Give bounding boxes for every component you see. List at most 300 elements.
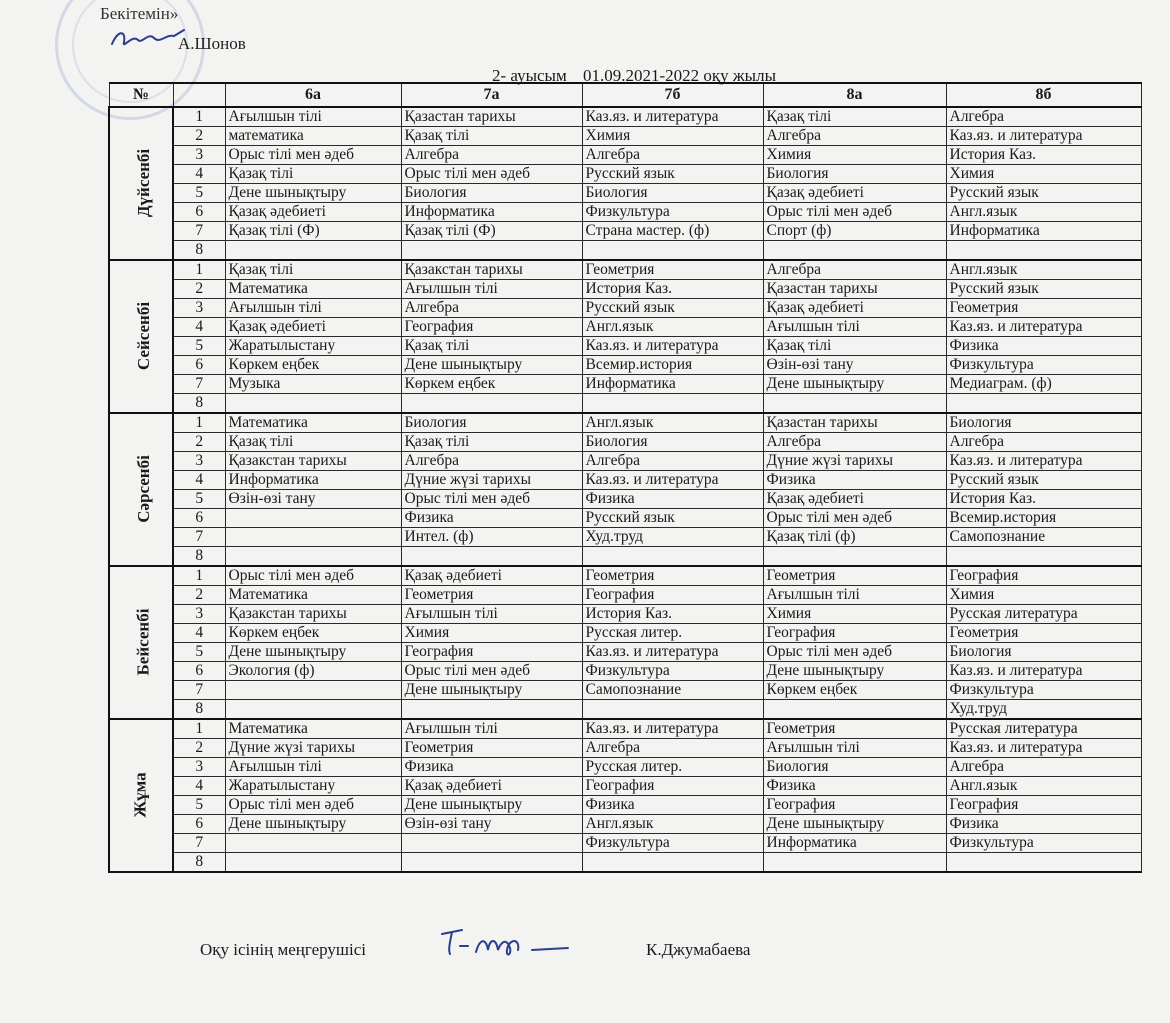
subject-cell-8b: Каз.яз. и литература bbox=[946, 452, 1141, 471]
subject-cell-8b bbox=[946, 394, 1141, 414]
subject-cell-8a: География bbox=[763, 624, 946, 643]
subject-cell-8a: Қазақ әдебиеті bbox=[763, 299, 946, 318]
lesson-number: 4 bbox=[173, 777, 225, 796]
subject-cell-8b: Каз.яз. и литература bbox=[946, 127, 1141, 146]
subject-cell-7b: Каз.яз. и литература bbox=[582, 643, 763, 662]
lesson-number: 2 bbox=[173, 127, 225, 146]
subject-cell-6a: Ағылшын тілі bbox=[225, 299, 401, 318]
lesson-row bbox=[109, 662, 1141, 681]
subject-cell-7a bbox=[401, 834, 582, 853]
footer-name: К.Джумабаева bbox=[646, 940, 751, 959]
column-header-8b: 8б bbox=[946, 83, 1141, 107]
schedule-table bbox=[108, 82, 1142, 873]
subject-cell-8a: Химия bbox=[763, 605, 946, 624]
subject-cell-7a: Өзін-өзі тану bbox=[401, 815, 582, 834]
subject-cell-6a: Дене шынықтыру bbox=[225, 184, 401, 203]
lesson-number: 3 bbox=[173, 758, 225, 777]
subject-cell-7a: Дене шынықтыру bbox=[401, 796, 582, 815]
subject-cell-7a: Қазастан тарихы bbox=[401, 107, 582, 127]
subject-cell-8b: Физкультура bbox=[946, 681, 1141, 700]
lesson-row bbox=[109, 165, 1141, 184]
subject-cell-8a: Қазақ әдебиеті bbox=[763, 490, 946, 509]
subject-cell-8a: Алгебра bbox=[763, 127, 946, 146]
lesson-number: 1 bbox=[173, 719, 225, 739]
lesson-row bbox=[109, 127, 1141, 146]
subject-cell-6a bbox=[225, 528, 401, 547]
subject-cell-8a: Орыс тілі мен әдеб bbox=[763, 509, 946, 528]
subject-cell-7a: Алгебра bbox=[401, 146, 582, 165]
subject-cell-8b: Химия bbox=[946, 586, 1141, 605]
subject-cell-6a bbox=[225, 681, 401, 700]
lesson-number: 7 bbox=[173, 834, 225, 853]
subject-cell-8b: Каз.яз. и литература bbox=[946, 662, 1141, 681]
lesson-row bbox=[109, 758, 1141, 777]
head-teacher-signature bbox=[436, 924, 576, 964]
subject-cell-8a: Қазастан тарихы bbox=[763, 280, 946, 299]
shift-label: 2- ауысым bbox=[492, 66, 567, 85]
lesson-number: 6 bbox=[173, 203, 225, 222]
lesson-row bbox=[109, 241, 1141, 261]
subject-cell-6a: Информатика bbox=[225, 471, 401, 490]
subject-cell-8b: История Каз. bbox=[946, 146, 1141, 165]
subject-cell-6a: Экология (ф) bbox=[225, 662, 401, 681]
lesson-row bbox=[109, 413, 1141, 433]
subject-cell-6a: Математика bbox=[225, 719, 401, 739]
lesson-row bbox=[109, 337, 1141, 356]
subject-cell-7b: Русский язык bbox=[582, 165, 763, 184]
subject-cell-8a: Ағылшын тілі bbox=[763, 586, 946, 605]
subject-cell-7b: Геометрия bbox=[582, 260, 763, 280]
lesson-number: 6 bbox=[173, 356, 225, 375]
lesson-number: 2 bbox=[173, 433, 225, 452]
lesson-row bbox=[109, 624, 1141, 643]
subject-cell-7a: Қазакстан тарихы bbox=[401, 260, 582, 280]
subject-cell-8a: Ағылшын тілі bbox=[763, 318, 946, 337]
subject-cell-7a: Геометрия bbox=[401, 739, 582, 758]
subject-cell-6a bbox=[225, 509, 401, 528]
subject-cell-8a: Көркем еңбек bbox=[763, 681, 946, 700]
subject-cell-6a bbox=[225, 547, 401, 567]
subject-cell-8b: Физика bbox=[946, 337, 1141, 356]
subject-cell-8a: Өзін-өзі тану bbox=[763, 356, 946, 375]
subject-cell-7b: Англ.язык bbox=[582, 815, 763, 834]
subject-cell-6a: математика bbox=[225, 127, 401, 146]
lesson-number: 1 bbox=[173, 566, 225, 586]
subject-cell-7a bbox=[401, 241, 582, 261]
subject-cell-8a: Спорт (ф) bbox=[763, 222, 946, 241]
subject-cell-7b: История Каз. bbox=[582, 605, 763, 624]
subject-cell-8b: Русский язык bbox=[946, 471, 1141, 490]
subject-cell-7a: Интел. (ф) bbox=[401, 528, 582, 547]
subject-cell-7b: Информатика bbox=[582, 375, 763, 394]
subject-cell-8b: Биология bbox=[946, 643, 1141, 662]
lesson-number: 8 bbox=[173, 241, 225, 261]
subject-cell-7a: Қазақ тілі (Ф) bbox=[401, 222, 582, 241]
lesson-row bbox=[109, 356, 1141, 375]
subject-cell-8b: Алгебра bbox=[946, 433, 1141, 452]
subject-cell-6a: Жаратылыстану bbox=[225, 777, 401, 796]
subject-cell-7b bbox=[582, 394, 763, 414]
lesson-row bbox=[109, 394, 1141, 414]
lesson-row bbox=[109, 452, 1141, 471]
subject-cell-7a: Көркем еңбек bbox=[401, 375, 582, 394]
subject-cell-8a bbox=[763, 394, 946, 414]
table-header-row bbox=[109, 83, 1141, 107]
subject-cell-6a bbox=[225, 700, 401, 720]
subject-cell-8a: Физика bbox=[763, 777, 946, 796]
lesson-row bbox=[109, 586, 1141, 605]
subject-cell-7a bbox=[401, 853, 582, 873]
approval-text: Бекітемін» bbox=[100, 4, 179, 23]
subject-cell-8b: Русский язык bbox=[946, 184, 1141, 203]
subject-cell-8b: Геометрия bbox=[946, 624, 1141, 643]
lesson-number: 8 bbox=[173, 853, 225, 873]
subject-cell-8a: Алгебра bbox=[763, 433, 946, 452]
subject-cell-7b bbox=[582, 241, 763, 261]
lesson-number: 3 bbox=[173, 605, 225, 624]
weekday-label: Сейсенбі bbox=[134, 301, 154, 371]
period-label: 01.09.2021-2022 оқу жылы bbox=[583, 66, 776, 85]
subject-cell-7b: Англ.язык bbox=[582, 413, 763, 433]
subject-cell-8a: Дене шынықтыру bbox=[763, 662, 946, 681]
subject-cell-8a: Биология bbox=[763, 758, 946, 777]
subject-cell-7b: Физика bbox=[582, 796, 763, 815]
lesson-number: 5 bbox=[173, 490, 225, 509]
subject-cell-8a: Геометрия bbox=[763, 566, 946, 586]
subject-cell-6a: Көркем еңбек bbox=[225, 356, 401, 375]
subject-cell-7b: Физика bbox=[582, 490, 763, 509]
lesson-row bbox=[109, 547, 1141, 567]
subject-cell-8b: Физкультура bbox=[946, 834, 1141, 853]
subject-cell-6a: Орыс тілі мен әдеб bbox=[225, 796, 401, 815]
subject-cell-7b bbox=[582, 700, 763, 720]
subject-cell-8a: Геометрия bbox=[763, 719, 946, 739]
lesson-row bbox=[109, 815, 1141, 834]
lesson-row bbox=[109, 796, 1141, 815]
subject-cell-8b: Англ.язык bbox=[946, 777, 1141, 796]
subject-cell-8b: Худ.труд bbox=[946, 700, 1141, 720]
subject-cell-7b: География bbox=[582, 586, 763, 605]
lesson-number: 7 bbox=[173, 681, 225, 700]
lesson-number: 5 bbox=[173, 337, 225, 356]
lesson-number: 1 bbox=[173, 260, 225, 280]
subject-cell-7b: Каз.яз. и литература bbox=[582, 471, 763, 490]
subject-cell-8b: Каз.яз. и литература bbox=[946, 739, 1141, 758]
subject-cell-6a: Дене шынықтыру bbox=[225, 815, 401, 834]
subject-cell-7b bbox=[582, 547, 763, 567]
lesson-row bbox=[109, 681, 1141, 700]
subject-cell-8a: Алгебра bbox=[763, 260, 946, 280]
lesson-row bbox=[109, 107, 1141, 127]
subject-cell-8a: Дүние жүзі тарихы bbox=[763, 452, 946, 471]
director-name: А.Шонов bbox=[178, 34, 246, 53]
subject-cell-8b: Физика bbox=[946, 815, 1141, 834]
subject-cell-6a: Орыс тілі мен әдеб bbox=[225, 146, 401, 165]
subject-cell-6a: Математика bbox=[225, 280, 401, 299]
subject-cell-7a: Ағылшын тілі bbox=[401, 719, 582, 739]
subject-cell-7a: Қазақ әдебиеті bbox=[401, 777, 582, 796]
subject-cell-6a: Қазақ тілі bbox=[225, 260, 401, 280]
subject-cell-8b: Англ.язык bbox=[946, 203, 1141, 222]
column-header-number: № bbox=[109, 83, 173, 107]
subject-cell-8b bbox=[946, 853, 1141, 873]
lesson-row bbox=[109, 566, 1141, 586]
lesson-row bbox=[109, 471, 1141, 490]
subject-cell-7a: Алгебра bbox=[401, 299, 582, 318]
subject-cell-8a: Орыс тілі мен әдеб bbox=[763, 643, 946, 662]
lesson-number: 6 bbox=[173, 509, 225, 528]
column-header-6a: 6а bbox=[225, 83, 401, 107]
lesson-number: 2 bbox=[173, 586, 225, 605]
subject-cell-8b: Англ.язык bbox=[946, 260, 1141, 280]
subject-cell-8b: Химия bbox=[946, 165, 1141, 184]
subject-cell-6a: Музыка bbox=[225, 375, 401, 394]
lesson-number: 5 bbox=[173, 184, 225, 203]
subject-cell-8a: Қазастан тарихы bbox=[763, 413, 946, 433]
lesson-row bbox=[109, 700, 1141, 720]
lesson-row bbox=[109, 853, 1141, 873]
subject-cell-6a: Қазақ тілі (Ф) bbox=[225, 222, 401, 241]
subject-cell-7b: Англ.язык bbox=[582, 318, 763, 337]
schedule-body bbox=[109, 107, 1141, 872]
subject-cell-7b: Физкультура bbox=[582, 662, 763, 681]
subject-cell-7a: Қазақ әдебиеті bbox=[401, 566, 582, 586]
subject-cell-8a: Қазақ әдебиеті bbox=[763, 184, 946, 203]
subject-cell-7a: Орыс тілі мен әдеб bbox=[401, 165, 582, 184]
weekday-cell bbox=[109, 566, 173, 719]
lesson-row bbox=[109, 280, 1141, 299]
subject-cell-7b: Геометрия bbox=[582, 566, 763, 586]
subject-cell-7a: География bbox=[401, 643, 582, 662]
subject-cell-8b: Всемир.история bbox=[946, 509, 1141, 528]
subject-cell-8b: Каз.яз. и литература bbox=[946, 318, 1141, 337]
subject-cell-7a: Физика bbox=[401, 509, 582, 528]
subject-cell-8b: Геометрия bbox=[946, 299, 1141, 318]
lesson-number: 1 bbox=[173, 107, 225, 127]
weekday-cell bbox=[109, 413, 173, 566]
subject-cell-8b: История Каз. bbox=[946, 490, 1141, 509]
subject-cell-8a: Қазақ тілі bbox=[763, 107, 946, 127]
subject-cell-8a bbox=[763, 700, 946, 720]
subject-cell-8a: География bbox=[763, 796, 946, 815]
subject-cell-8b: Медиаграм. (ф) bbox=[946, 375, 1141, 394]
subject-cell-7a: Дене шынықтыру bbox=[401, 681, 582, 700]
subject-cell-7b: Каз.яз. и литература bbox=[582, 337, 763, 356]
subject-cell-7b: Худ.труд bbox=[582, 528, 763, 547]
subject-cell-7b: Русский язык bbox=[582, 509, 763, 528]
subject-cell-7a: Физика bbox=[401, 758, 582, 777]
subject-cell-7a: Дүние жүзі тарихы bbox=[401, 471, 582, 490]
subject-cell-6a: Жаратылыстану bbox=[225, 337, 401, 356]
subject-cell-6a: Математика bbox=[225, 413, 401, 433]
subject-cell-8a: Қазақ тілі (ф) bbox=[763, 528, 946, 547]
subject-cell-8a: Ағылшын тілі bbox=[763, 739, 946, 758]
subject-cell-6a: Ағылшын тілі bbox=[225, 107, 401, 127]
subject-cell-8a: Дене шынықтыру bbox=[763, 375, 946, 394]
lesson-row bbox=[109, 375, 1141, 394]
subject-cell-7b: Всемир.история bbox=[582, 356, 763, 375]
lesson-number: 3 bbox=[173, 146, 225, 165]
subject-cell-8b: География bbox=[946, 796, 1141, 815]
lesson-row bbox=[109, 184, 1141, 203]
subject-cell-7a: Геометрия bbox=[401, 586, 582, 605]
subject-cell-8a: Информатика bbox=[763, 834, 946, 853]
subject-cell-7a: Биология bbox=[401, 413, 582, 433]
subject-cell-7b: Страна мастер. (ф) bbox=[582, 222, 763, 241]
subject-cell-8b bbox=[946, 241, 1141, 261]
weekday-label: Жұма bbox=[131, 772, 150, 818]
subject-cell-7a: Қазақ тілі bbox=[401, 127, 582, 146]
subject-cell-7b: Алгебра bbox=[582, 146, 763, 165]
subject-cell-7a bbox=[401, 547, 582, 567]
subject-cell-6a: Дене шынықтыру bbox=[225, 643, 401, 662]
weekday-label: Дүйсенбі bbox=[134, 148, 154, 218]
subject-cell-6a: Дүние жүзі тарихы bbox=[225, 739, 401, 758]
subject-cell-7b: Русская литер. bbox=[582, 624, 763, 643]
subject-cell-7b: Русская литер. bbox=[582, 758, 763, 777]
subject-cell-7a bbox=[401, 394, 582, 414]
lesson-number: 2 bbox=[173, 739, 225, 758]
subject-cell-6a bbox=[225, 834, 401, 853]
lesson-row bbox=[109, 260, 1141, 280]
subject-cell-7a: География bbox=[401, 318, 582, 337]
subject-cell-7b: История Каз. bbox=[582, 280, 763, 299]
weekday-cell bbox=[109, 107, 173, 260]
lesson-row bbox=[109, 222, 1141, 241]
subject-cell-8b: Алгебра bbox=[946, 107, 1141, 127]
subject-cell-7b: География bbox=[582, 777, 763, 796]
lesson-number: 8 bbox=[173, 547, 225, 567]
subject-cell-8b: Биология bbox=[946, 413, 1141, 433]
lesson-number: 2 bbox=[173, 280, 225, 299]
lesson-row bbox=[109, 146, 1141, 165]
weekday-cell bbox=[109, 719, 173, 872]
subject-cell-7b: Каз.яз. и литература bbox=[582, 719, 763, 739]
lesson-row bbox=[109, 509, 1141, 528]
subject-cell-8a bbox=[763, 241, 946, 261]
subject-cell-6a: Қазакстан тарихы bbox=[225, 605, 401, 624]
column-header-7a: 7а bbox=[401, 83, 582, 107]
subject-cell-7b: Самопознание bbox=[582, 681, 763, 700]
subject-cell-7a: Информатика bbox=[401, 203, 582, 222]
lesson-number: 5 bbox=[173, 643, 225, 662]
weekday-cell bbox=[109, 260, 173, 413]
subject-cell-7a: Химия bbox=[401, 624, 582, 643]
subject-cell-8b bbox=[946, 547, 1141, 567]
subject-cell-7a: Орыс тілі мен әдеб bbox=[401, 662, 582, 681]
subject-cell-8b: Физкультура bbox=[946, 356, 1141, 375]
subject-cell-6a bbox=[225, 394, 401, 414]
lesson-number: 6 bbox=[173, 815, 225, 834]
subject-cell-7a: Ағылшын тілі bbox=[401, 605, 582, 624]
lesson-number: 7 bbox=[173, 528, 225, 547]
subject-cell-6a: Қазақ тілі bbox=[225, 165, 401, 184]
subject-cell-7b: Биология bbox=[582, 433, 763, 452]
subject-cell-8a: Физика bbox=[763, 471, 946, 490]
subject-cell-8a: Биология bbox=[763, 165, 946, 184]
subject-cell-7b: Каз.яз. и литература bbox=[582, 107, 763, 127]
subject-cell-6a: Көркем еңбек bbox=[225, 624, 401, 643]
subject-cell-7b: Алгебра bbox=[582, 452, 763, 471]
subject-cell-8a: Қазақ тілі bbox=[763, 337, 946, 356]
subject-cell-8b: Русская литература bbox=[946, 605, 1141, 624]
lesson-row bbox=[109, 490, 1141, 509]
column-header-8a: 8а bbox=[763, 83, 946, 107]
lesson-row bbox=[109, 318, 1141, 337]
weekday-label: Сәрсенбі bbox=[133, 455, 153, 523]
lesson-number: 6 bbox=[173, 662, 225, 681]
lesson-row bbox=[109, 719, 1141, 739]
lesson-number: 8 bbox=[173, 700, 225, 720]
lesson-row bbox=[109, 528, 1141, 547]
lesson-row bbox=[109, 777, 1141, 796]
lesson-row bbox=[109, 203, 1141, 222]
subject-cell-8b: Русская литература bbox=[946, 719, 1141, 739]
lesson-row bbox=[109, 643, 1141, 662]
subject-cell-8a: Химия bbox=[763, 146, 946, 165]
subject-cell-7b: Биология bbox=[582, 184, 763, 203]
lesson-row bbox=[109, 834, 1141, 853]
lesson-number: 3 bbox=[173, 299, 225, 318]
subject-cell-8b: Русский язык bbox=[946, 280, 1141, 299]
column-header-7b: 7б bbox=[582, 83, 763, 107]
subject-cell-7a: Қазақ тілі bbox=[401, 337, 582, 356]
subject-cell-7a: Алгебра bbox=[401, 452, 582, 471]
subject-cell-6a: Математика bbox=[225, 586, 401, 605]
lesson-number: 3 bbox=[173, 452, 225, 471]
subject-cell-8b: Информатика bbox=[946, 222, 1141, 241]
subject-cell-7a: Орыс тілі мен әдеб bbox=[401, 490, 582, 509]
lesson-number: 4 bbox=[173, 318, 225, 337]
subject-cell-8a bbox=[763, 547, 946, 567]
subject-cell-8a: Орыс тілі мен әдеб bbox=[763, 203, 946, 222]
subject-cell-7a: Қазақ тілі bbox=[401, 433, 582, 452]
lesson-number: 8 bbox=[173, 394, 225, 414]
lesson-row bbox=[109, 433, 1141, 452]
subject-cell-8a bbox=[763, 853, 946, 873]
lesson-number: 4 bbox=[173, 165, 225, 184]
subject-cell-6a: Ағылшын тілі bbox=[225, 758, 401, 777]
lesson-number: 7 bbox=[173, 375, 225, 394]
subject-cell-6a: Қазақ әдебиеті bbox=[225, 318, 401, 337]
subject-cell-7a bbox=[401, 700, 582, 720]
lesson-number: 4 bbox=[173, 624, 225, 643]
subject-cell-7b: Физкультура bbox=[582, 834, 763, 853]
lesson-row bbox=[109, 299, 1141, 318]
subject-cell-7b bbox=[582, 853, 763, 873]
subject-cell-7b: Химия bbox=[582, 127, 763, 146]
footer-role: Оқу ісінің меңгерушісі bbox=[200, 940, 366, 959]
subject-cell-6a: Қазакстан тарихы bbox=[225, 452, 401, 471]
subject-cell-6a: Қазақ әдебиеті bbox=[225, 203, 401, 222]
subject-cell-7b: Алгебра bbox=[582, 739, 763, 758]
subject-cell-6a: Орыс тілі мен әдеб bbox=[225, 566, 401, 586]
subject-cell-6a bbox=[225, 241, 401, 261]
lesson-row bbox=[109, 605, 1141, 624]
subject-cell-7b: Русский язык bbox=[582, 299, 763, 318]
director-signature bbox=[108, 24, 188, 54]
lesson-number: 7 bbox=[173, 222, 225, 241]
subject-cell-6a bbox=[225, 853, 401, 873]
lesson-number: 5 bbox=[173, 796, 225, 815]
subject-cell-7a: Ағылшын тілі bbox=[401, 280, 582, 299]
subject-cell-7a: Биология bbox=[401, 184, 582, 203]
subject-cell-8b: География bbox=[946, 566, 1141, 586]
subject-cell-8b: Самопознание bbox=[946, 528, 1141, 547]
subject-cell-7b: Физкультура bbox=[582, 203, 763, 222]
subject-cell-6a: Қазақ тілі bbox=[225, 433, 401, 452]
lesson-number: 4 bbox=[173, 471, 225, 490]
